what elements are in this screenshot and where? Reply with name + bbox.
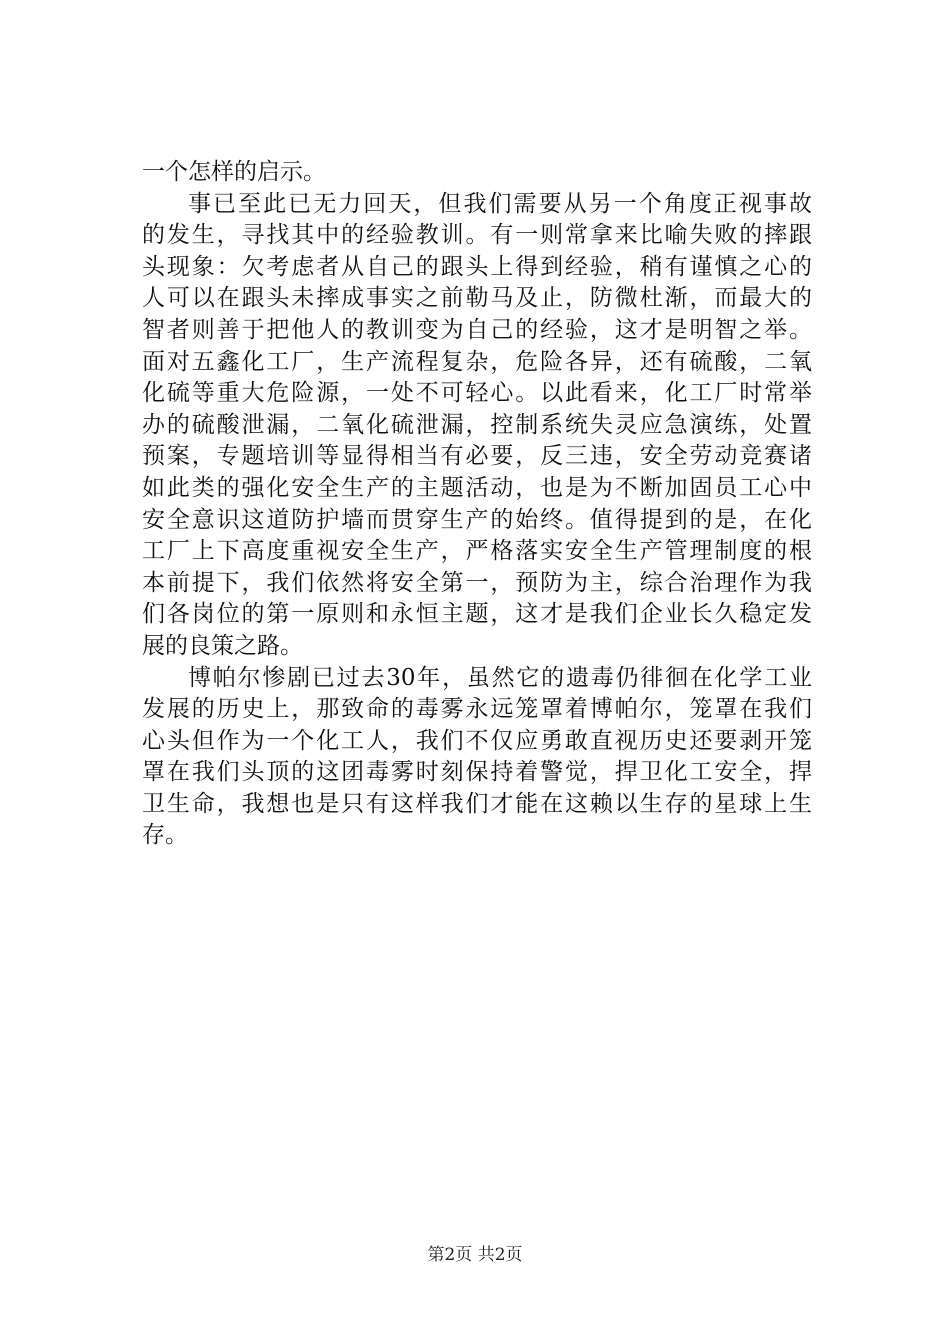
text-line: 智者则善于把他人的教训变为自己的经验，这才是明智之举。: [142, 316, 812, 343]
text-line: 如此类的强化安全生产的主题活动，也是为不断加固员工心中: [142, 474, 812, 501]
text-line: 头现象：欠考虑者从自己的跟头上得到经验，稍有谨慎之心的: [142, 253, 812, 280]
text-line: 卫生命，我想也是只有这样我们才能在这赖以生存的星球上生: [142, 790, 812, 817]
text-line: 化硫等重大危险源，一处不可轻心。以此看来，化工厂时常举: [142, 380, 812, 407]
body-text: [142, 157, 812, 852]
text-line: 博帕尔惨剧已过去30年，虽然它的遗毒仍徘徊在化学工业: [188, 664, 812, 691]
text-line: 存。: [142, 822, 188, 849]
text-line: 展的良策之路。: [142, 632, 303, 659]
text-line: 本前提下，我们依然将安全第一，预防为主，综合治理作为我: [142, 569, 812, 596]
text-line: 事已至此已无力回天，但我们需要从另一个角度正视事故: [188, 190, 812, 217]
text-line: 人可以在跟头未摔成事实之前勒马及止，防微杜渐，而最大的: [142, 285, 812, 312]
text-line: 罩在我们头顶的这团毒雾时刻保持着警觉，捍卫化工安全，捍: [142, 759, 812, 786]
text-line: 发展的历史上，那致命的毒雾永远笼罩着博帕尔，笼罩在我们: [142, 696, 812, 723]
text-line: 的发生，寻找其中的经验教训。有一则常拿来比喻失败的摔跟: [142, 222, 812, 249]
text-line: 预案，专题培训等显得相当有必要，反三违，安全劳动竞赛诸: [142, 443, 812, 470]
text-line: 工厂上下高度重视安全生产，严格落实安全生产管理制度的根: [142, 538, 812, 565]
text-line: 心头但作为一个化工人，我们不仅应勇敢直视历史还要剥开笼: [142, 727, 812, 754]
text-line: 一个怎样的启示。: [142, 159, 326, 185]
text-line: 安全意识这道防护墙而贯穿生产的始终。值得提到的是，在化: [142, 506, 812, 533]
page-number: 第2页 共2页: [427, 1245, 523, 1265]
text-line: 们各岗位的第一原则和永恒主题，这才是我们企业长久稳定发: [142, 601, 812, 628]
page-footer: [0, 1244, 950, 1266]
text-line: 面对五鑫化工厂，生产流程复杂，危险各异，还有硫酸，二氧: [142, 348, 812, 375]
text-line: 办的硫酸泄漏，二氧化硫泄漏，控制系统失灵应急演练，处置: [142, 411, 812, 438]
